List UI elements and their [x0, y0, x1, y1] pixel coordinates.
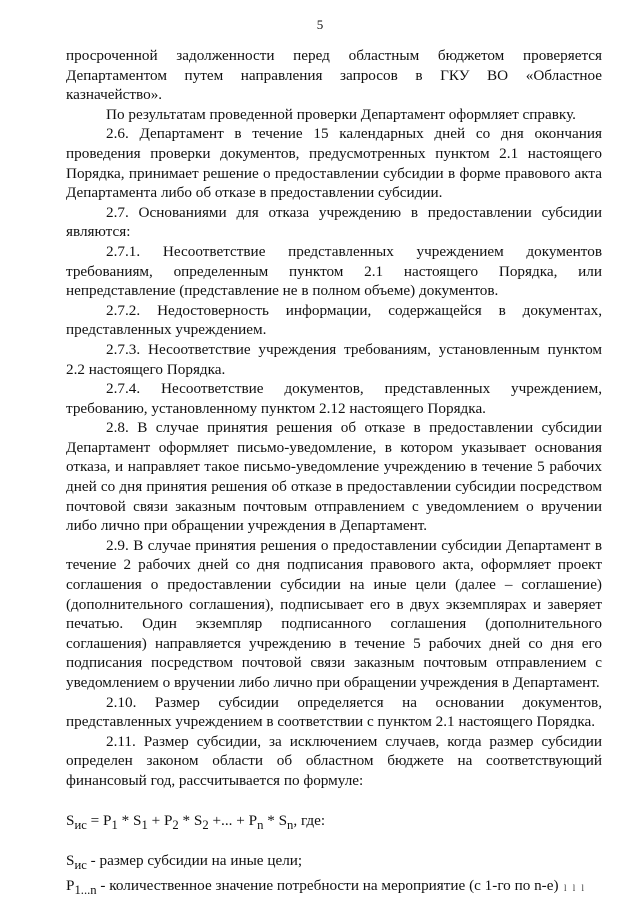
page-number: 5: [316, 17, 324, 32]
paragraph: просроченной задолженности перед областным бюджетом проверяется Департаментом путем направления запросов в ГКУ ВО «Областное казначейство».: [66, 47, 602, 104]
paragraph: 2.8. В случае принятия решения об отказе в предоставлении субсидии Департамент оформляет письмо-уведомление, в котором указывает основания отказа, и направляет такое письмо-уведомление учреждению в течение 5 рабочих дней со дня принятия решения об отказе в предоставлении субсидии посредством почтовой связи заказным почтовым отправлением с уведомлением о вручении либо лично при обращении учреждения в Департамент.: [66, 419, 602, 535]
formula-subscript: 1: [141, 817, 148, 832]
subsidy-formula: [66, 811, 602, 836]
paragraph: 2.9. В случае принятия решения о предоставлении субсидии Департамент в течение 2 рабочих дней со дня подписания правового акта, оформляет проект соглашения о предоставлении субсидии на иные цели (далее – соглашение) (дополнительного соглашения), подписывает его в двух экземплярах и заверяет печатью. Один экземпляр подписанного соглашения (дополнительного соглашения) направляется учреждению в течение 5 рабочих дней со дня его подписания посредством почтовой связи заказным почтовым отправлением с уведомлением о вручении либо лично при обращении учреждения в Департамент.: [66, 536, 602, 691]
formula-tail: , где:: [293, 811, 326, 829]
formula-operator: +: [147, 811, 164, 829]
formula-operator: *: [178, 811, 194, 829]
formula-subscript: 2: [172, 817, 179, 832]
definition-subscript: 1...n: [74, 882, 97, 897]
formula-subscript: ис: [74, 817, 87, 832]
paragraph: 2.7.4. Несоответствие документов, представленных учреждением, требованию, установленному пунктом 2.12 настоящего Порядка.: [66, 380, 602, 417]
paragraph: По результатам проведенной проверки Департамент оформляет справку.: [106, 105, 576, 123]
definition-text: - размер субсидии на иные цели;: [86, 852, 303, 870]
formula-subscript: 1: [111, 817, 118, 832]
paragraph: 2.10. Размер субсидии определяется на основании документов, представленных учреждением в соответствии с пунктом 2.1 настоящего Порядка.: [66, 693, 602, 731]
formula-operator: =: [86, 811, 104, 829]
formula-symbol: S: [278, 811, 288, 829]
formula-symbol: P: [103, 811, 112, 829]
paragraph: 2.7.1. Несоответствие представленных учреждением документов требованиям, определенным пунктом 2.1 настоящего Порядка, или непредставление (представление не в полном объеме) документов.: [66, 242, 602, 300]
formula-subscript: n: [287, 817, 294, 832]
scan-mark: l l l: [563, 883, 586, 894]
formula-operator: *: [117, 811, 133, 829]
definition-subscript: ис: [74, 858, 87, 873]
definition-symbol: P: [66, 876, 75, 894]
document-body: [66, 46, 602, 900]
formula-symbol: P: [248, 811, 258, 829]
formula-symbol: S: [66, 811, 75, 829]
formula-symbol: S: [132, 811, 142, 829]
formula-operator: *: [263, 811, 279, 829]
paragraph: 2.7.2. Недостоверность информации, содержащейся в документах, представленных учреждением.: [66, 301, 602, 339]
paragraph: 2.7. Основаниями для отказа учреждению в предоставлении субсидии являются:: [66, 203, 602, 241]
definition: [66, 851, 602, 876]
formula-subscript: 2: [202, 817, 209, 832]
formula-operator: +... +: [208, 811, 249, 829]
definition-symbol: S: [66, 852, 75, 870]
definition-text: - количественное значение потребности на мероприятие (с 1-го по n-е): [96, 876, 559, 894]
paragraph: 2.11. Размер субсидии, за исключением случаев, когда размер субсидии определен законом области об областном бюджете на соответствующий финансовый год, рассчитывается по формуле:: [66, 732, 602, 789]
formula-symbol: P: [163, 811, 173, 829]
paragraph: 2.6. Департамент в течение 15 календарных дней со дня окончания проведения проверки документов, предусмотренных пунктом 2.1 настоящего Порядка, принимает решение о предоставлении субсидии в форме правового акта Департамента либо об отказе в предоставлении субсидии.: [66, 125, 602, 202]
definition: [66, 876, 602, 901]
paragraph: 2.7.3. Несоответствие учреждения требованиям, установленным пунктом 2.2 настоящего Порядка.: [66, 340, 602, 378]
formula-subscript: n: [257, 817, 264, 832]
formula-symbol: S: [193, 811, 203, 829]
